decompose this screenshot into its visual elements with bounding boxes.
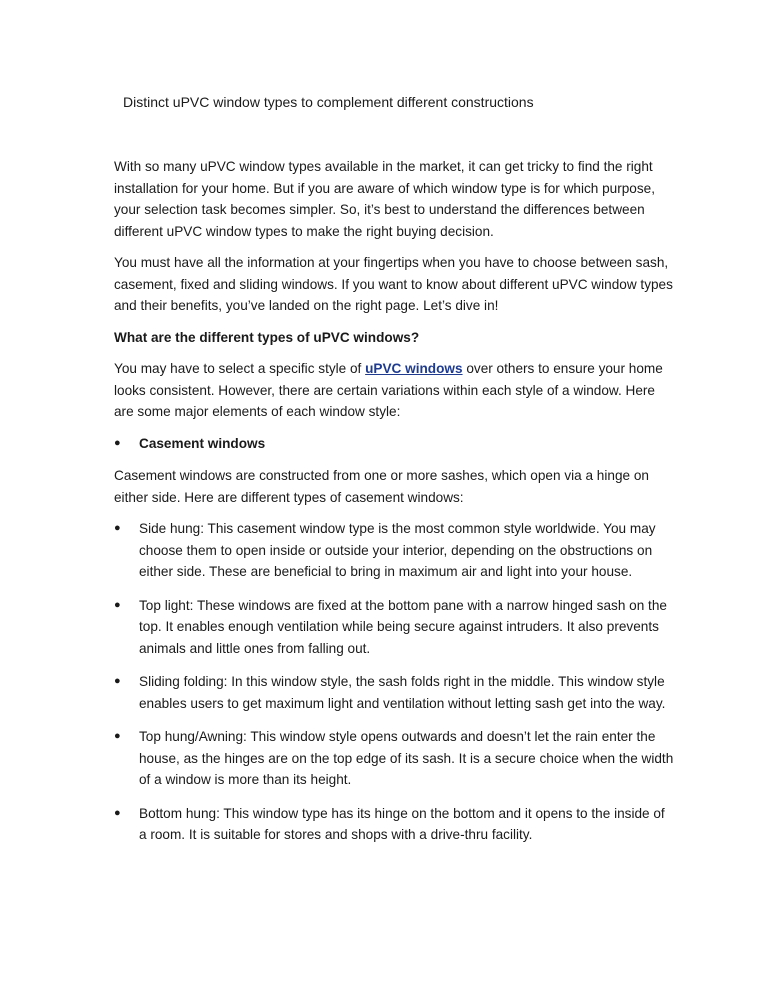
list-item (114, 803, 674, 846)
bullet-icon: ● (114, 598, 121, 611)
upvc-windows-link[interactable]: uPVC windows (365, 361, 463, 376)
bullet-icon: ● (114, 675, 121, 687)
casement-windows-label: Casement windows (139, 435, 266, 451)
list-item (114, 595, 674, 660)
bullet-icon: ● (114, 436, 121, 449)
bullet-icon: ● (114, 522, 121, 534)
style-paragraph (114, 358, 674, 423)
list-item-text: Sliding folding: In this window style, the sash folds right in the middle. This window style enables users to get maximum light and ventilation without letting sash get into the way. (139, 674, 666, 711)
style-paragraph-text-before: You may have to select a specific style of (114, 361, 366, 376)
list-item (114, 726, 674, 791)
bullet-icon: ● (114, 730, 121, 742)
intro-paragraph: With so many uPVC window types available in the market, it can get tricky to find the right installation for your home. But if you are aware of which window type is for which purpose, your selection task becomes simpler. So, it’s best to understand the differences between different uPVC window types to make the right buying decision. (114, 159, 655, 239)
list-item-text: Bottom hung: This window type has its hinge on the bottom and it opens to the inside of a room. It is suitable for stores and shops with a drive-thru facility. (139, 805, 665, 842)
list-item (114, 671, 674, 714)
info-paragraph: You must have all the information at your fingertips when you have to choose between sash, casement, fixed and sliding windows. If you want to know about different uPVC window types and their benefits, you’ve landed on the right page. Let’s dive in! (114, 255, 673, 313)
casement-windows-bullet (114, 433, 674, 455)
casement-types-list (114, 518, 674, 846)
document-body (114, 156, 674, 858)
casement-description: Casement windows are constructed from one or more sashes, which open via a hinge on either side. Here are different types of casement windows: (114, 468, 649, 505)
list-item (114, 518, 674, 583)
style-paragraph-text-after: over others to ensure your home looks consistent. However, there are certain variations within each style of a window. Here are some major elements of each window style: (114, 361, 663, 419)
document-title: Distinct uPVC window types to complement different constructions (123, 94, 534, 110)
section-heading: What are the different types of uPVC windows? (114, 329, 420, 345)
bullet-icon: ● (114, 806, 121, 819)
list-item-text: Top light: These windows are fixed at the bottom pane with a narrow hinged sash on the top. It enables enough ventilation while being secure against intruders. It also prevents animals and little ones from falling out. (139, 597, 667, 656)
list-item-text: Side hung: This casement window type is the most common style worldwide. You may choose them to open inside or outside your interior, depending on the obstructions on either side. These are beneficial to bring in maximum air and light into your house. (139, 521, 656, 579)
list-item-text: Top hung/Awning: This window style opens outwards and doesn’t let the rain enter the house, as the hinges are on the top edge of its sash. It is a secure choice when the width of a window is more than its height. (139, 729, 674, 787)
